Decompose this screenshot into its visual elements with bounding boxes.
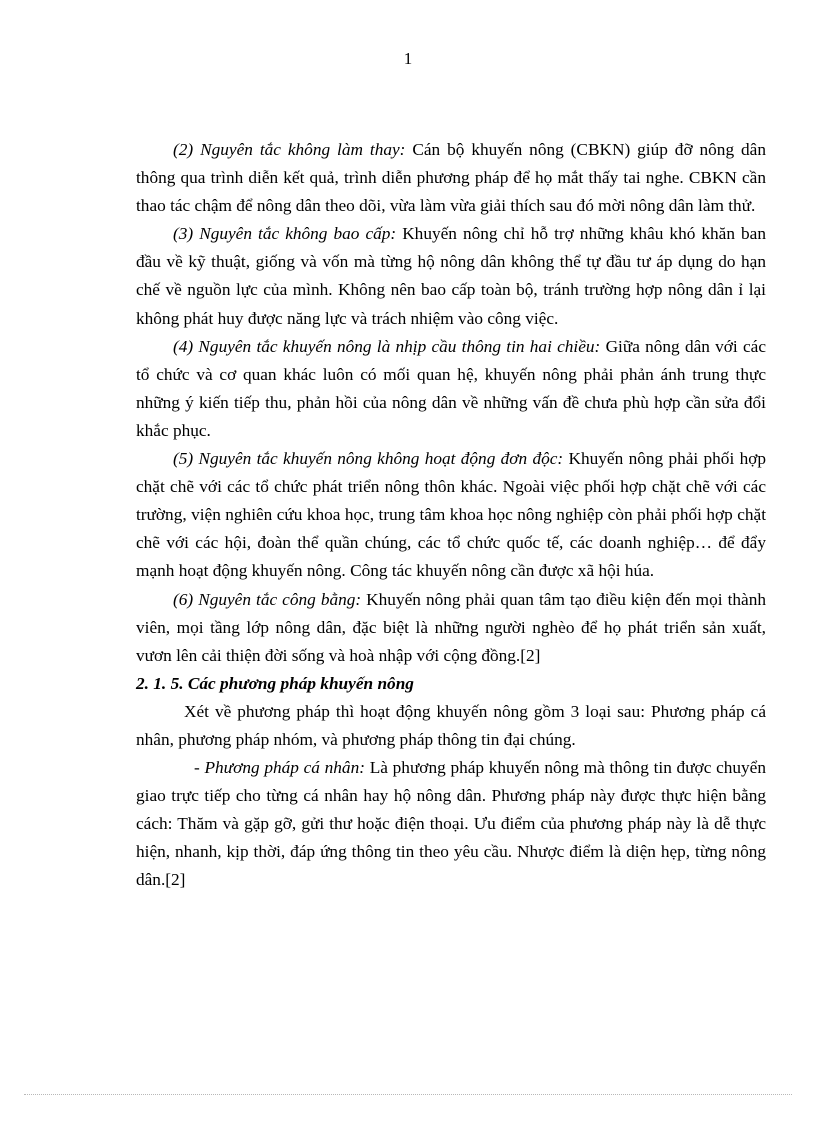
principle-lead: (4) Nguyên tắc khuyến nông là nhịp cầu thông tin hai chiều: (173, 336, 601, 356)
principle-lead: (5) Nguyên tắc khuyến nông không hoạt động đơn độc: (173, 449, 564, 469)
principle-lead: (6) Nguyên tắc công bằng: (173, 589, 362, 609)
principle-paragraph (136, 333, 766, 445)
document-body (136, 136, 766, 895)
principle-body: Khuyến nông phải quan tâm tạo điều kiện đến mọi thành viên, mọi tầng lớp nông dân, đặc biệt là những người nghèo để họ phát triển sản xuất, vươn lên cải thiện đời sống và hoà nhập với cộng đồng.[2] (136, 589, 766, 665)
principle-body: Giữa nông dân với các tổ chức và cơ quan khác luôn có mối quan hệ, khuyến nông phải phản ánh trung thực những ý kiến tiếp thu, phản hồi của nông dân về những vấn đề chưa phù hợp cần sửa đổi khắc phục. (136, 336, 766, 440)
principle-lead: (3) Nguyên tắc không bao cấp: (173, 224, 397, 244)
method-paragraph (136, 754, 766, 894)
page-number: 1 (403, 49, 413, 68)
principle-body: Cán bộ khuyến nông (CBKN) giúp đỡ nông dân thông qua trình diễn kết quả, trình diễn phương pháp để họ mắt thấy tai nghe. CBKN cần thao tác chậm để nông dân theo dõi, vừa làm vừa giải thích sau đó mời nông dân làm thử. (136, 140, 766, 216)
principle-paragraph (136, 445, 766, 585)
section-heading: 2. 1. 5. Các phương pháp khuyến nông (136, 673, 414, 693)
principle-body: Khuyến nông chỉ hỗ trợ những khâu khó khăn ban đầu về kỹ thuật, giống và vốn mà từng hộ nông dân không thể tự đầu tư áp dụng do hạn chế về nguồn lực của mình. Không nên bao cấp toàn bộ, tránh trường hợp nông dân ỉ lại không phát huy được năng lực và trách nhiệm vào công việc. (136, 224, 766, 328)
principle-paragraph (136, 586, 766, 670)
principle-paragraph (136, 136, 766, 220)
section-intro: Xét về phương pháp thì hoạt động khuyến nông gồm 3 loại sau: Phương pháp cá nhân, phương pháp nhóm, và phương pháp thông tin đại chúng. (136, 701, 766, 749)
page-bottom-divider (24, 1094, 792, 1095)
principle-lead: (2) Nguyên tắc không làm thay: (173, 140, 406, 159)
method-body: Là phương pháp khuyến nông mà thông tin được chuyển giao trực tiếp cho từng cá nhân hay hộ nông dân. Phương pháp này được thực hiện bằng cách: Thăm và gặp gỡ, gửi thư hoặc điện thoại. Ưu điểm của phương pháp này là dễ thực hiện, nhanh, kịp thời, đáp ứng thông tin theo yêu cầu. Nhược điểm là diện hẹp, từng nông dân.[2] (136, 758, 766, 890)
principle-body: Khuyến nông phải phối hợp chặt chẽ với các tổ chức phát triển nông thôn khác. Ngoài việc phối hợp chặt chẽ với các trường, viện nghiên cứu khoa học, trung tâm khoa học nông nghiệp còn phải phối hợp chặt chẽ với các hội, đoàn thể quần chúng, các tổ chức quốc tế, các doanh nghiệp… để đẩy mạnh hoạt động khuyến nông. Công tác khuyến nông cần được xã hội húa. (136, 449, 766, 581)
principle-paragraph (136, 220, 766, 332)
method-lead: - Phương pháp cá nhân: (194, 758, 365, 778)
